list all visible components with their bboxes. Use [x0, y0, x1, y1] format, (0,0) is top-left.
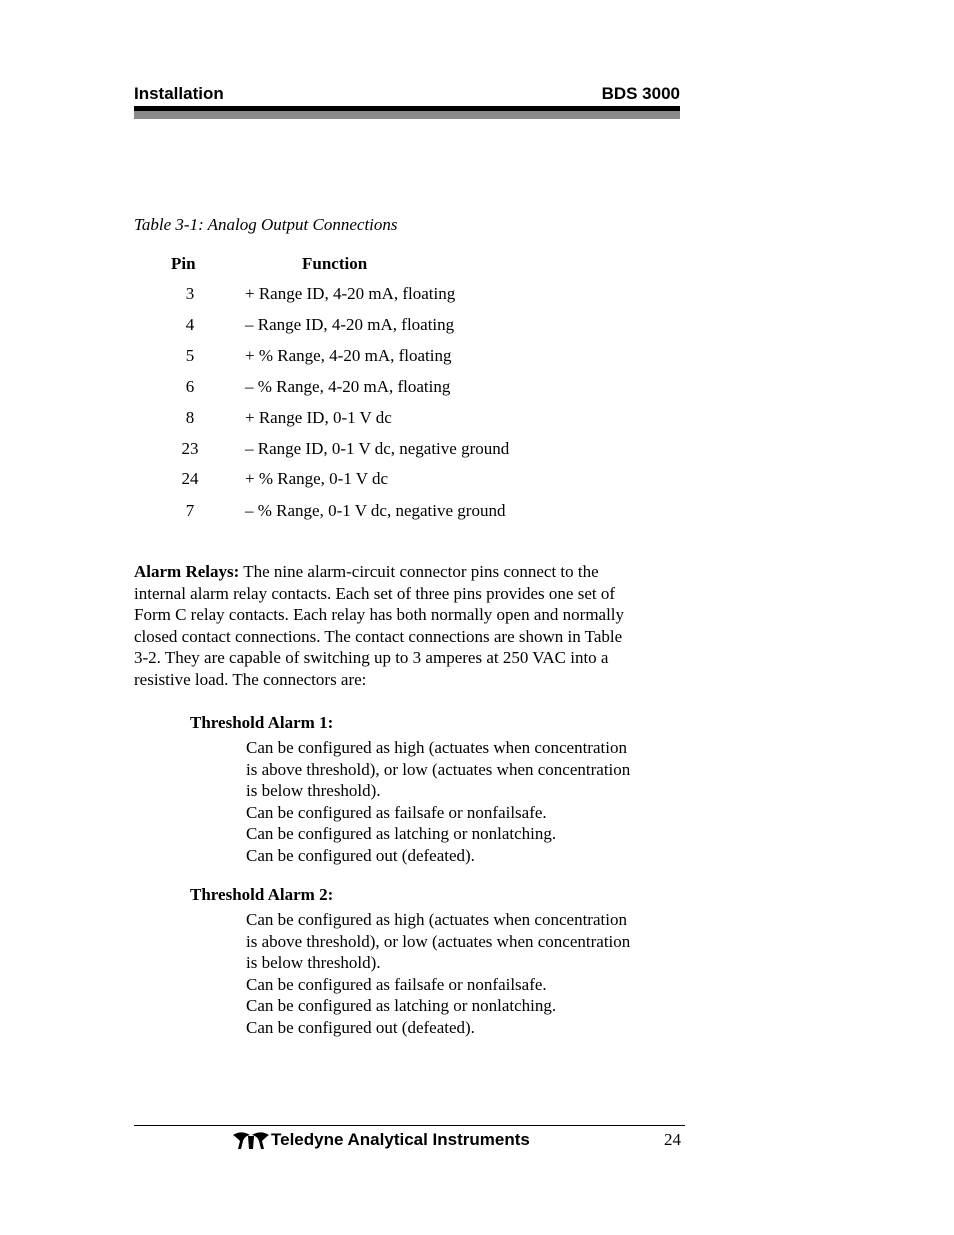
alarm-relays-paragraph	[134, 561, 679, 690]
table-cell-function: + Range ID, 0-1 V dc	[245, 408, 392, 427]
table-row	[0, 283, 954, 305]
header-section-title: Installation	[134, 84, 224, 103]
table-cell-function: + % Range, 4-20 mA, floating	[245, 346, 452, 365]
table-row	[0, 407, 954, 429]
table-header-function: Function	[302, 254, 368, 273]
alarm-line: Can be configured out (defeated).	[246, 1017, 475, 1037]
paragraph-line: Form C relay contacts. Each relay has both normally open and normally	[134, 605, 625, 624]
table-row	[0, 468, 954, 490]
alarm-line: Can be configured as latching or nonlatching.	[246, 996, 557, 1015]
table-row	[0, 500, 954, 522]
alarm-line: is below threshold).	[246, 781, 381, 800]
table-caption: Table 3-1: Analog Output Connections	[134, 215, 398, 234]
table-cell-pin: 23	[181, 439, 199, 458]
alarm-line: is above threshold), or low (actuates when concentration	[246, 931, 631, 951]
table-cell-function: – Range ID, 0-1 V dc, negative ground	[245, 439, 510, 458]
table-row	[0, 345, 954, 367]
footer-rule	[134, 1125, 685, 1126]
table-cell-pin: 5	[185, 346, 195, 365]
table-cell-function: + Range ID, 4-20 mA, floating	[245, 284, 456, 303]
alarm-line: Can be configured out (defeated).	[246, 845, 475, 865]
table-cell-pin: 24	[181, 469, 199, 488]
footer-company-name: Teledyne Analytical Instruments	[271, 1130, 530, 1149]
paragraph-line: 3-2. They are capable of switching up to 3 amperes at 250 VAC into a	[134, 648, 609, 667]
table-cell-pin: 4	[185, 315, 195, 334]
table-cell-pin: 3	[185, 284, 195, 303]
table-cell-pin: 8	[185, 408, 195, 427]
table-header-pin: Pin	[171, 254, 196, 273]
alarm-line: is below threshold).	[246, 953, 381, 972]
threshold-alarm-1-title: Threshold Alarm 1:	[190, 713, 334, 732]
table-cell-function: – % Range, 0-1 V dc, negative ground	[245, 501, 506, 520]
paragraph-line: internal alarm relay contacts. Each set of three pins provides one set of	[134, 583, 616, 603]
alarm-line: Can be configured as high (actuates when concentration	[246, 910, 627, 929]
threshold-alarm-2-description	[246, 909, 686, 1038]
table-cell-function: – % Range, 4-20 mA, floating	[245, 377, 451, 396]
alarm-line: Can be configured as failsafe or nonfailsafe.	[246, 974, 547, 994]
table-cell-function: – Range ID, 4-20 mA, floating	[245, 315, 455, 334]
table-row	[0, 314, 954, 336]
alarm-line: Can be configured as high (actuates when concentration	[246, 738, 627, 757]
paragraph-line: resistive load. The connectors are:	[134, 669, 367, 689]
table-cell-pin: 6	[185, 377, 195, 396]
page-number: 24	[664, 1130, 681, 1149]
header-rule-shadow	[134, 111, 680, 119]
paragraph-line: closed contact connections. The contact connections are shown in Table	[134, 626, 623, 646]
paragraph-line: The nine alarm-circuit connector pins connect to the	[239, 562, 599, 581]
table-cell-pin: 7	[185, 501, 195, 520]
table-row	[0, 376, 954, 398]
header-product-name: BDS 3000	[601, 84, 680, 103]
table-cell-function: + % Range, 0-1 V dc	[245, 469, 389, 488]
alarm-line: Can be configured as latching or nonlatching.	[246, 824, 557, 843]
table-row	[0, 438, 954, 460]
threshold-alarm-1-description	[246, 737, 686, 866]
alarm-line: is above threshold), or low (actuates when concentration	[246, 759, 631, 779]
alarm-relays-label: Alarm Relays:	[134, 562, 240, 581]
alarm-line: Can be configured as failsafe or nonfailsafe.	[246, 802, 547, 822]
threshold-alarm-2-title: Threshold Alarm 2:	[190, 885, 334, 904]
teledyne-logo-icon	[233, 1131, 269, 1151]
